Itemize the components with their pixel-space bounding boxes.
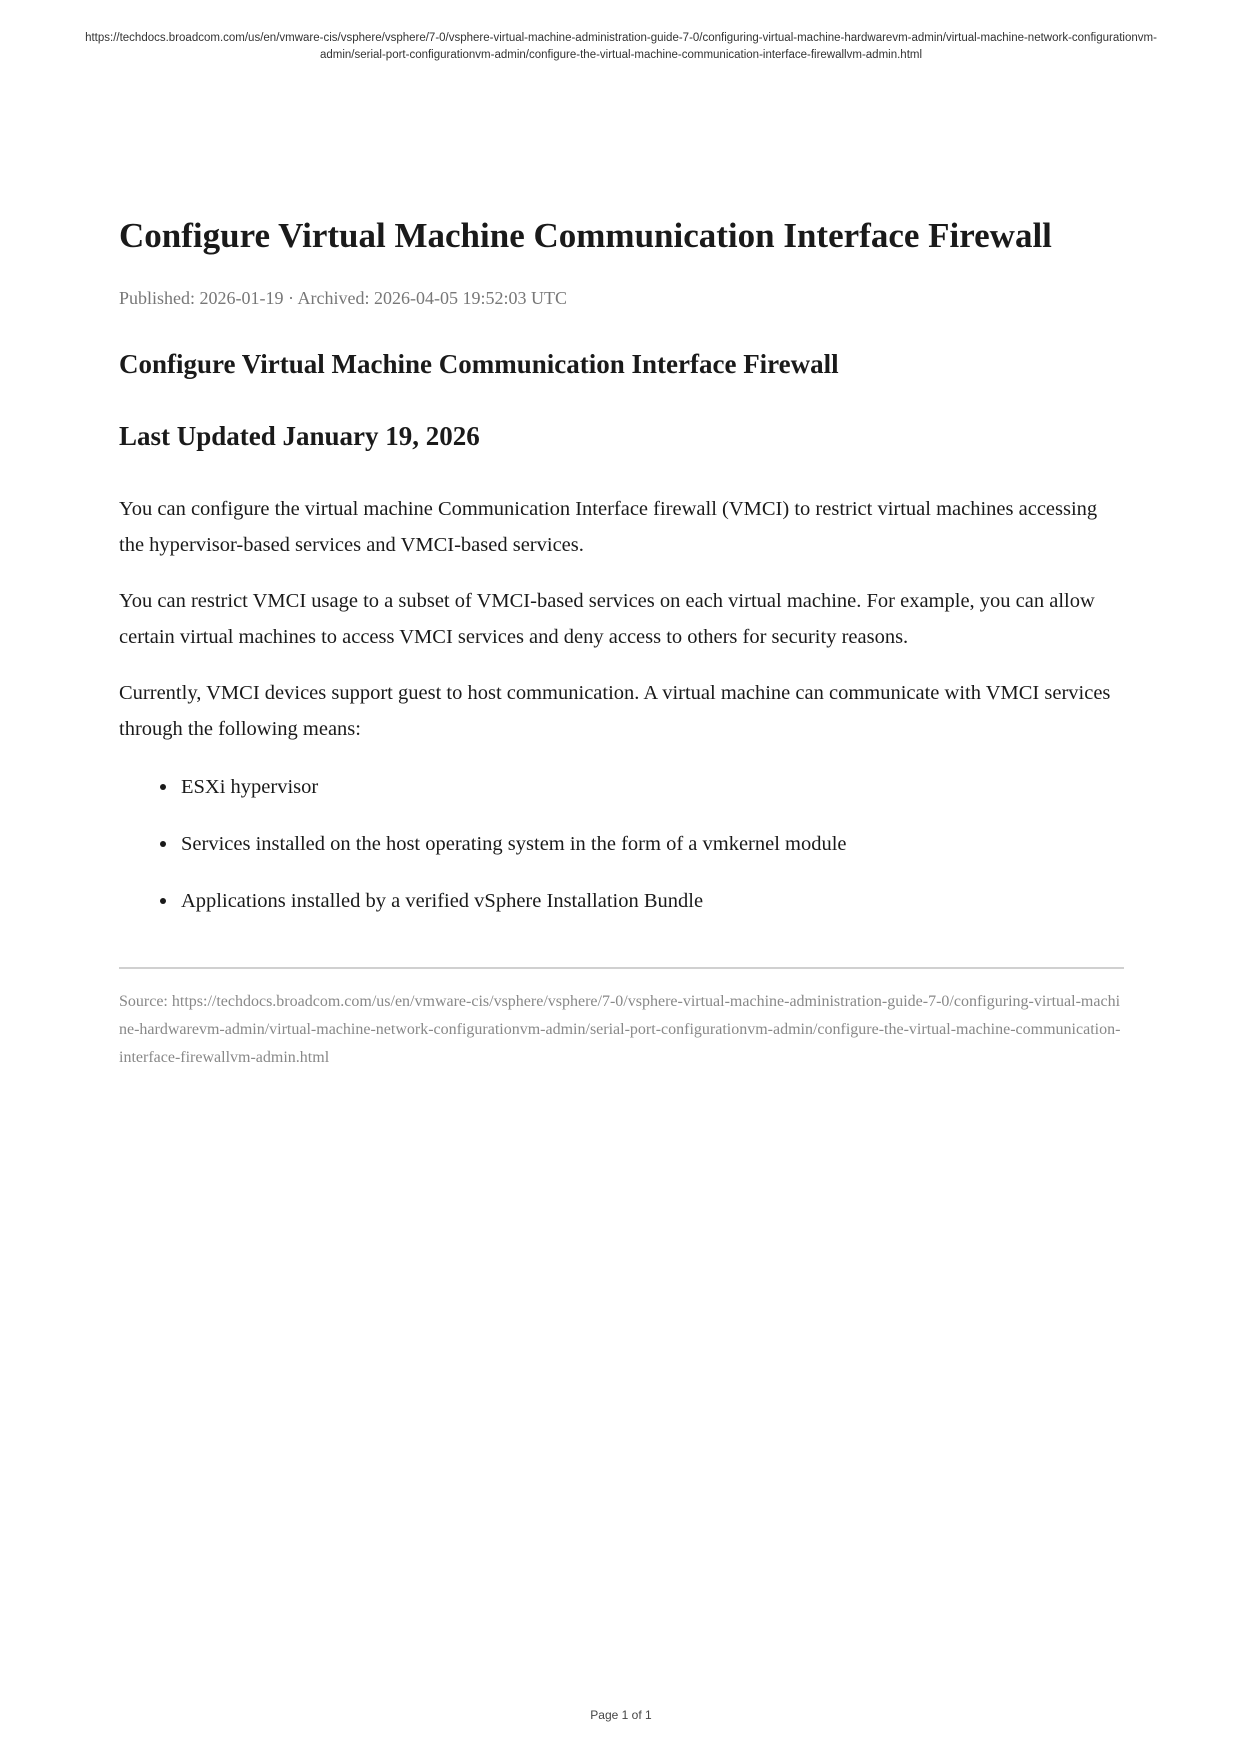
page-header-url: https://techdocs.broadcom.com/us/en/vmware-cis/vsphere/vsphere/7-0/vsphere-virtual-machine-administration-guide-7-0/configuring-virtual-machine-hardwarevm-admin/virtual-machine-network-configurationvm-admin/serial-port-configurationvm-admin/configure-the-virtual-machine-communication-interface-firewallvm-admin.html <box>85 32 1157 61</box>
list-item-text: Services installed on the host operating system in the form of a vmkernel module <box>181 833 847 855</box>
document-title: Configure Virtual Machine Communication Interface Firewall <box>119 216 1052 255</box>
bullet-icon <box>160 841 166 847</box>
section-heading: Configure Virtual Machine Communication Interface Firewall <box>119 349 839 379</box>
publish-metadata: Published: 2026-01-19 · Archived: 2026-04-05 19:52:03 UTC <box>119 288 567 308</box>
page-number: Page 1 of 1 <box>590 1708 652 1722</box>
list-item <box>119 769 1124 805</box>
bullet-icon <box>160 898 166 904</box>
paragraph-intro: You can configure the virtual machine Communication Interface firewall (VMCI) to restrict virtual machines accessing the hypervisor-based services and VMCI-based services. <box>119 498 1098 556</box>
bullet-icon <box>160 784 166 790</box>
source-link[interactable]: Source: https://techdocs.broadcom.com/us/en/vmware-cis/vsphere/vsphere/7-0/vsphere-virtual-machine-administration-guide-7-0/configuring-virtual-machine-hardwarevm-admin/virtual-machine-network-configurationvm-admin/serial-port-configurationvm-admin/configure-the-virtual-machine-communication-interface-firewallvm-admin.html <box>119 993 1121 1066</box>
list-item-text: ESXi hypervisor <box>181 776 319 798</box>
means-list <box>119 769 1124 919</box>
document-body <box>119 208 1124 1072</box>
paragraph-communication: Currently, VMCI devices support guest to host communication. A virtual machine can communicate with VMCI services through the following means: <box>119 682 1111 740</box>
list-item <box>119 826 1124 862</box>
list-item <box>119 883 1124 919</box>
list-item-text: Applications installed by a verified vSphere Installation Bundle <box>181 890 704 912</box>
source-divider <box>119 967 1124 969</box>
paragraph-restrict: You can restrict VMCI usage to a subset of VMCI-based services on each virtual machine. For example, you can allow certain virtual machines to access VMCI services and deny access to others for security reasons. <box>119 590 1095 648</box>
last-updated-heading: Last Updated January 19, 2026 <box>119 421 480 451</box>
